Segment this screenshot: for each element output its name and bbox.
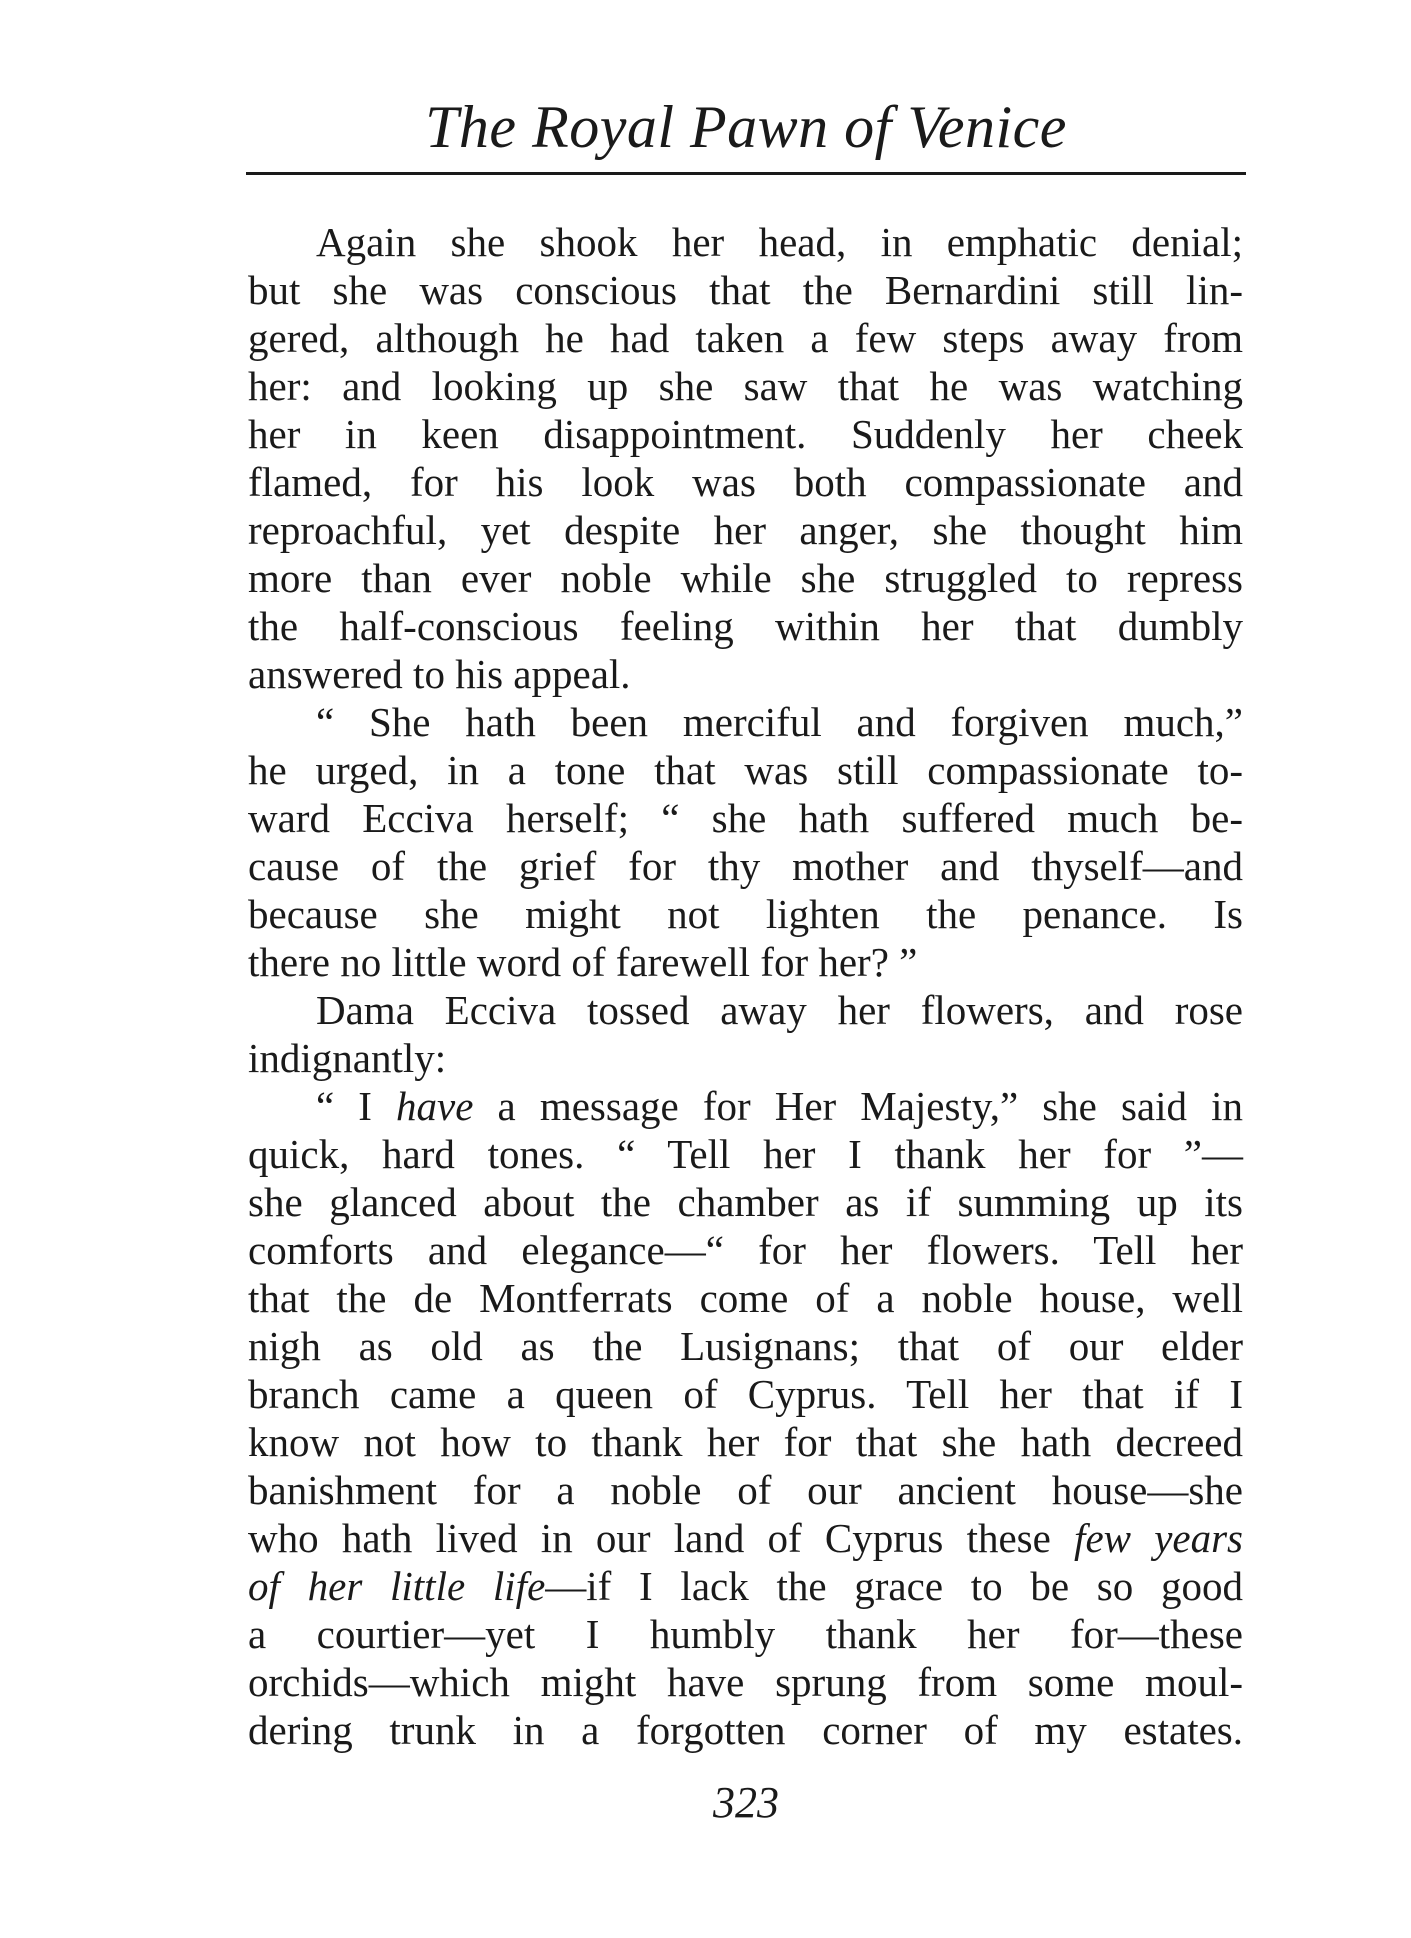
running-head: The Royal Pawn of Venice xyxy=(425,94,1067,160)
text-line: gered, although he had taken a few steps away from xyxy=(248,315,1243,361)
text-line: banishment for a noble of our ancient house—she xyxy=(248,1467,1243,1513)
text-line: answered to his appeal. xyxy=(248,651,631,697)
text-line: quick, hard tones. “ Tell her I thank her for ”— xyxy=(248,1131,1243,1177)
text-line: of her little life—if I lack the grace to be so good xyxy=(248,1563,1243,1609)
text-line: he urged, in a tone that was still compassionate to- xyxy=(248,747,1243,793)
text-line: but she was conscious that the Bernardini still lin- xyxy=(248,267,1243,313)
text-line: comforts and elegance—“ for her flowers. Tell her xyxy=(248,1227,1243,1273)
page-number: 323 xyxy=(713,1778,779,1827)
text-line: branch came a queen of Cyprus. Tell her that if I xyxy=(248,1371,1243,1417)
text-line: dering trunk in a forgotten corner of my estates. xyxy=(248,1707,1243,1753)
text-line: cause of the grief for thy mother and thyself—and xyxy=(248,843,1243,889)
text-line: because she might not lighten the penance. Is xyxy=(248,891,1243,937)
text-line: “ I have a message for Her Majesty,” she said in xyxy=(316,1083,1244,1129)
italic-text: of her little life xyxy=(248,1563,546,1609)
text-line: she glanced about the chamber as if summing up its xyxy=(248,1179,1243,1225)
text-line: ward Ecciva herself; “ she hath suffered much be- xyxy=(248,795,1243,841)
text-line: there no little word of farewell for her? ” xyxy=(248,939,918,985)
text-line: her in keen disappointment. Suddenly her cheek xyxy=(248,411,1243,457)
text-line: Dama Ecciva tossed away her flowers, and rose xyxy=(316,987,1243,1033)
text-line: know not how to thank her for that she hath decreed xyxy=(248,1419,1243,1465)
header-rule xyxy=(246,172,1246,175)
text-line: nigh as old as the Lusignans; that of our elder xyxy=(248,1323,1243,1369)
text-line: her: and looking up she saw that he was watching xyxy=(248,363,1243,409)
italic-text: few years xyxy=(1074,1515,1243,1561)
text-line: a courtier—yet I humbly thank her for—these xyxy=(248,1611,1243,1657)
text-line: who hath lived in our land of Cyprus these few years xyxy=(248,1515,1243,1561)
text-line: that the de Montferrats come of a noble house, well xyxy=(248,1275,1243,1321)
text-line: the half-conscious feeling within her that dumbly xyxy=(248,603,1243,649)
text-line: flamed, for his look was both compassionate and xyxy=(248,459,1243,505)
body-text xyxy=(248,218,1243,1754)
text-line: more than ever noble while she struggled to repress xyxy=(248,555,1243,601)
text-line: “ She hath been merciful and forgiven much,” xyxy=(316,699,1243,745)
text-line: Again she shook her head, in emphatic denial; xyxy=(316,219,1243,265)
text-line: reproachful, yet despite her anger, she thought him xyxy=(248,507,1243,553)
text-line: indignantly: xyxy=(248,1035,447,1081)
italic-text: have xyxy=(396,1083,474,1129)
text-line: orchids—which might have sprung from some moul- xyxy=(248,1659,1243,1705)
